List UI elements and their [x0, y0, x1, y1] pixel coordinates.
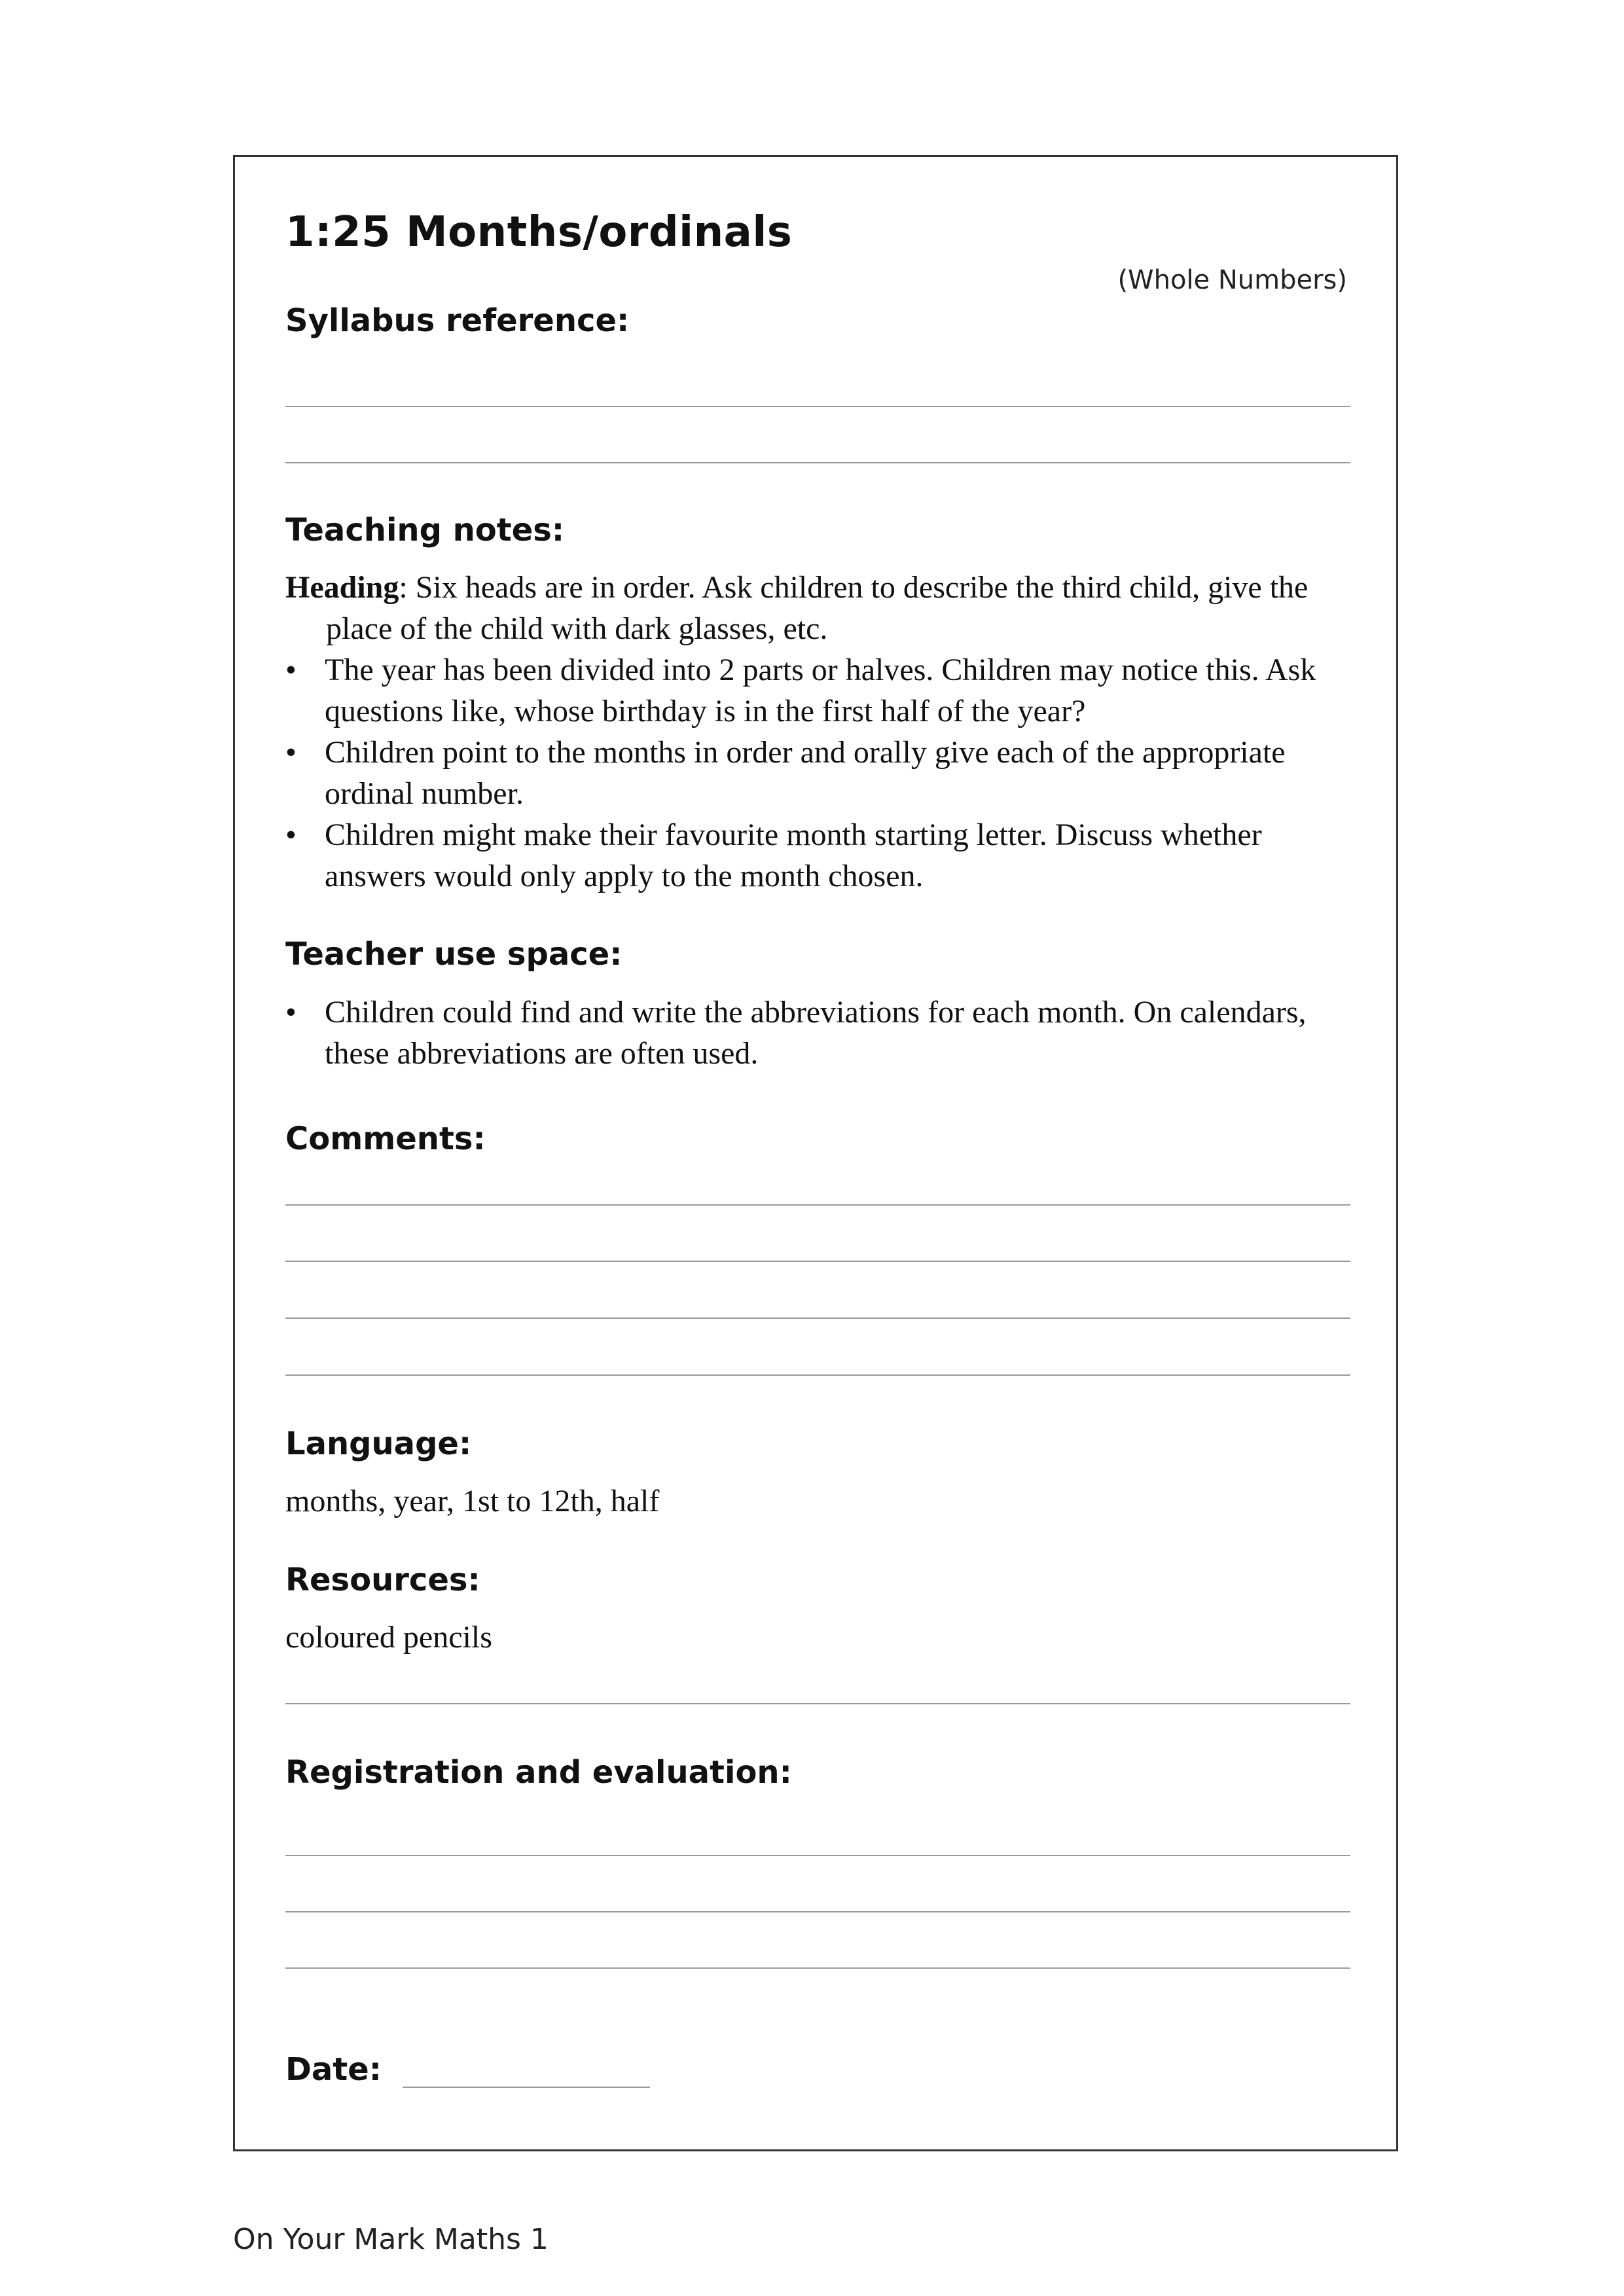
teaching-notes-heading: Teaching notes:	[285, 512, 565, 548]
bullet-icon: •	[285, 817, 297, 852]
bullet-icon: •	[285, 735, 297, 770]
resources-line	[285, 1703, 1350, 1704]
resources-text: coloured pencils	[285, 1620, 492, 1655]
teacher-use-body	[285, 992, 1359, 1074]
heading-note	[285, 567, 1359, 649]
bullet-text: Children might make their favourite month starting letter. Discuss whether answers would only apply to the month chosen.	[325, 817, 1262, 893]
comments-line-2	[285, 1261, 1350, 1262]
date-line	[403, 2087, 650, 2088]
date-label: Date:	[285, 2051, 382, 2088]
syllabus-line-1	[285, 406, 1350, 407]
syllabus-heading: Syllabus reference:	[285, 302, 630, 339]
comments-line-1	[285, 1204, 1350, 1206]
registration-line-3	[285, 1967, 1350, 1969]
bullet-text: The year has been divided into 2 parts or halves. Children may notice this. Ask questions like, whose birthday is in the first half of the year?	[325, 653, 1316, 728]
comments-heading: Comments:	[285, 1121, 486, 1157]
language-text: months, year, 1st to 12th, half	[285, 1484, 660, 1518]
comments-line-4	[285, 1374, 1350, 1376]
registration-line-2	[285, 1911, 1350, 1912]
teaching-note-bullet	[285, 814, 1359, 897]
bullet-icon: •	[285, 653, 297, 687]
resources-heading: Resources:	[285, 1562, 480, 1598]
bullet-text: Children could find and write the abbreviations for each month. On calendars, these abbreviations are often used.	[325, 995, 1307, 1071]
teaching-notes-body	[285, 567, 1359, 897]
heading-note-text: : Six heads are in order. Ask children to describe the third child, give the place of the child with dark glasses, etc.	[326, 570, 1308, 646]
teacher-use-bullet	[285, 992, 1359, 1074]
teaching-note-bullet	[285, 649, 1359, 732]
subject-label: (Whole Numbers)	[1117, 265, 1347, 295]
teacher-use-heading: Teacher use space:	[285, 936, 623, 973]
comments-line-3	[285, 1318, 1350, 1319]
registration-line-1	[285, 1855, 1350, 1856]
footer-text: On Your Mark Maths 1	[233, 2223, 549, 2256]
bullet-text: Children point to the months in order and orally give each of the appropriate ordinal number.	[325, 735, 1286, 811]
language-heading: Language:	[285, 1426, 472, 1462]
heading-note-label: Heading	[285, 570, 399, 605]
registration-heading: Registration and evaluation:	[285, 1754, 792, 1791]
bullet-icon: •	[285, 995, 297, 1030]
page-title: 1:25 Months/ordinals	[285, 208, 793, 257]
teaching-note-bullet	[285, 732, 1359, 814]
syllabus-line-2	[285, 462, 1350, 463]
